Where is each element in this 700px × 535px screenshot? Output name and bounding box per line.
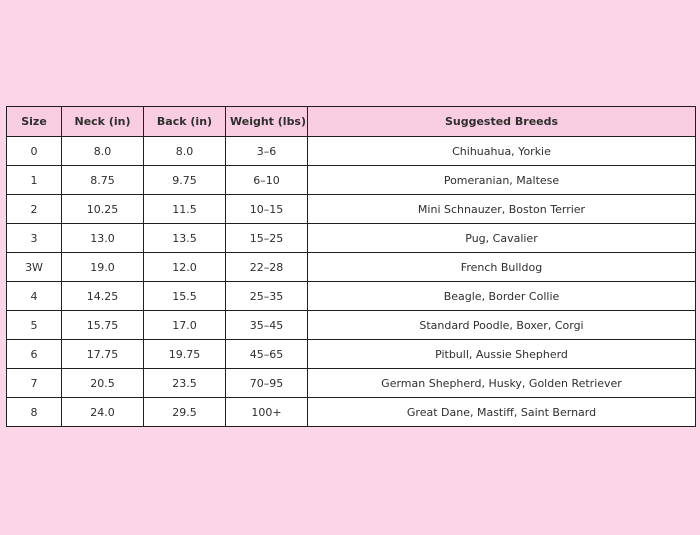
cell-breeds: Great Dane, Mastiff, Saint Bernard [308,398,696,427]
header-weight: Weight (lbs) [226,107,308,137]
cell-breeds: Pomeranian, Maltese [308,166,696,195]
header-size: Size [7,107,62,137]
cell-weight: 25–35 [226,282,308,311]
table-row [7,195,696,224]
cell-back: 11.5 [144,195,226,224]
cell-back: 9.75 [144,166,226,195]
cell-breeds: Pitbull, Aussie Shepherd [308,340,696,369]
cell-weight: 15–25 [226,224,308,253]
cell-size: 3 [7,224,62,253]
cell-size: 6 [7,340,62,369]
cell-back: 17.0 [144,311,226,340]
cell-breeds: Chihuahua, Yorkie [308,137,696,166]
cell-neck: 20.5 [62,369,144,398]
cell-breeds: German Shepherd, Husky, Golden Retriever [308,369,696,398]
cell-size: 3W [7,253,62,282]
table-body [7,137,696,427]
cell-back: 12.0 [144,253,226,282]
cell-breeds: French Bulldog [308,253,696,282]
table-row [7,340,696,369]
cell-weight: 10–15 [226,195,308,224]
table-row [7,398,696,427]
cell-neck: 14.25 [62,282,144,311]
cell-size: 0 [7,137,62,166]
cell-back: 29.5 [144,398,226,427]
cell-neck: 8.0 [62,137,144,166]
table-row [7,166,696,195]
cell-size: 4 [7,282,62,311]
cell-neck: 17.75 [62,340,144,369]
table-header [7,107,696,137]
cell-neck: 15.75 [62,311,144,340]
cell-size: 7 [7,369,62,398]
table-row [7,253,696,282]
table-row [7,224,696,253]
table-row [7,137,696,166]
cell-neck: 24.0 [62,398,144,427]
cell-weight: 6–10 [226,166,308,195]
cell-size: 8 [7,398,62,427]
cell-weight: 70–95 [226,369,308,398]
table-row [7,282,696,311]
header-neck: Neck (in) [62,107,144,137]
header-back: Back (in) [144,107,226,137]
cell-size: 2 [7,195,62,224]
cell-neck: 10.25 [62,195,144,224]
table-row [7,311,696,340]
cell-breeds: Standard Poodle, Boxer, Corgi [308,311,696,340]
table-row [7,369,696,398]
cell-back: 23.5 [144,369,226,398]
cell-weight: 100+ [226,398,308,427]
cell-weight: 3–6 [226,137,308,166]
cell-size: 1 [7,166,62,195]
cell-breeds: Pug, Cavalier [308,224,696,253]
cell-weight: 22–28 [226,253,308,282]
cell-back: 13.5 [144,224,226,253]
cell-breeds: Beagle, Border Collie [308,282,696,311]
cell-breeds: Mini Schnauzer, Boston Terrier [308,195,696,224]
header-suggested-breeds: Suggested Breeds [308,107,696,137]
cell-neck: 19.0 [62,253,144,282]
cell-back: 15.5 [144,282,226,311]
cell-weight: 45–65 [226,340,308,369]
cell-neck: 13.0 [62,224,144,253]
cell-neck: 8.75 [62,166,144,195]
cell-size: 5 [7,311,62,340]
cell-back: 19.75 [144,340,226,369]
cell-weight: 35–45 [226,311,308,340]
cell-back: 8.0 [144,137,226,166]
header-row [7,107,696,137]
size-chart-table [6,106,696,427]
